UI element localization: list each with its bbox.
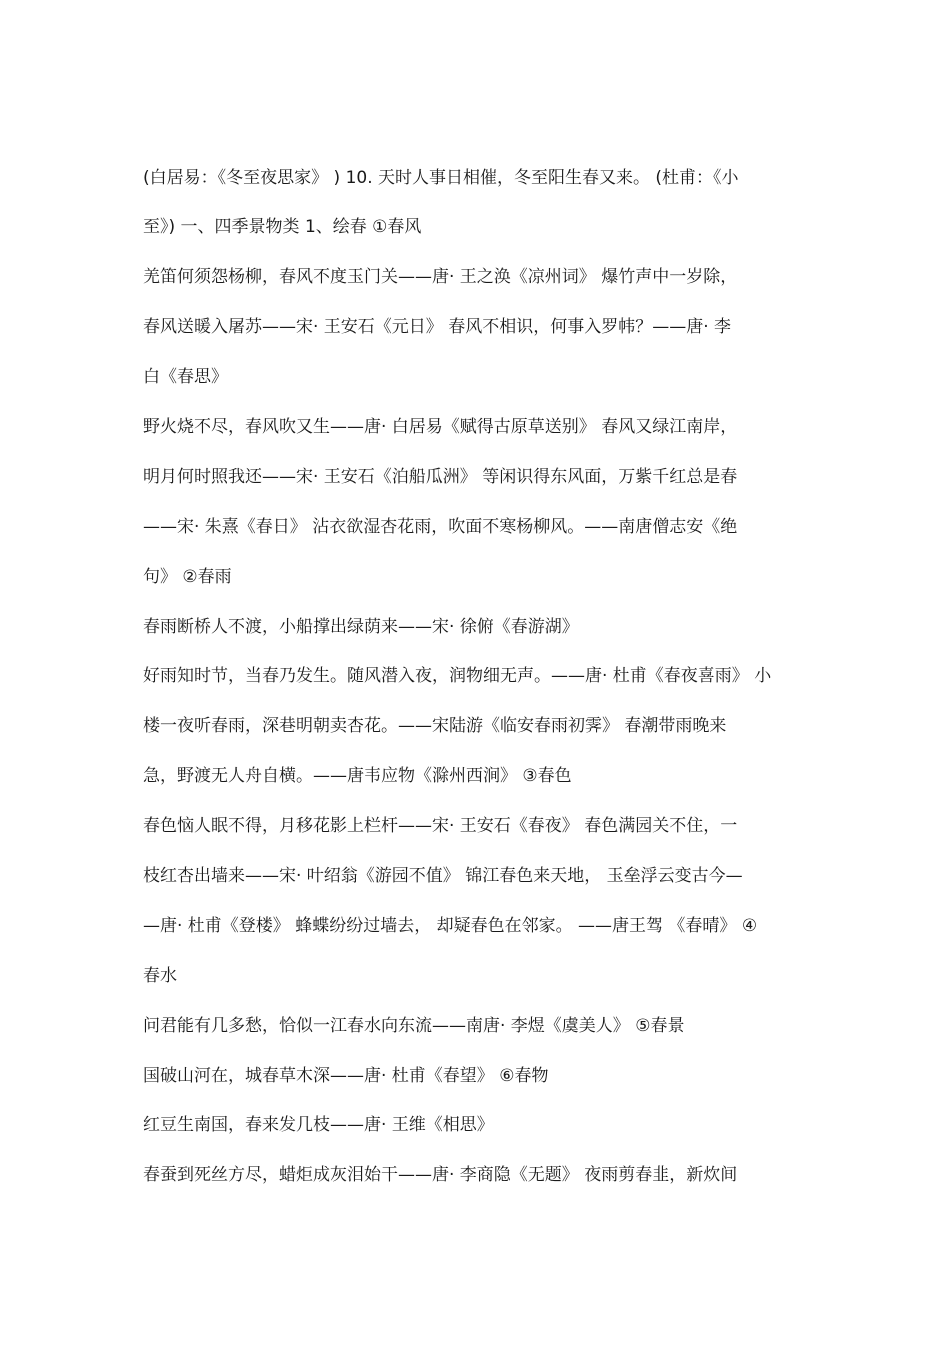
text-line-21: 春蚕到死丝方尽，蜡炬成灰泪始干——唐· 李商隐《无题》 夜雨剪春韭，新炊间 [143, 1165, 738, 1185]
text-line-20: 红豆生南国，春来发几枝——唐· 王维《相思》 [143, 1115, 494, 1135]
text-line-1: (白居易：《冬至夜思家》 ) 10. 天时人事日相催，冬至阳生春又来。 (杜甫：《小 [143, 168, 739, 188]
text-line-19: 国破山河在，城春草木深——唐· 杜甫《春望》 ⑥春物 [143, 1066, 549, 1086]
text-line-15: 枝红杏出墙来——宋· 叶绍翁《游园不值》 锦江春色来天地， 玉垒浮云变古今— [143, 866, 743, 886]
text-line-6: 野火烧不尽，春风吹又生——唐· 白居易《赋得古原草送别》 春风又绿江南岸， [143, 417, 738, 437]
text-line-9: 句》 ②春雨 [143, 567, 232, 587]
text-line-18: 问君能有几多愁，恰似一江春水向东流——南唐· 李煜《虞美人》 ⑤春景 [143, 1016, 685, 1036]
text-line-2: 至》) 一、四季景物类 1、绘春 ①春风 [143, 217, 422, 237]
text-line-3: 羌笛何须怨杨柳，春风不度玉门关——唐· 王之涣《凉州词》 爆竹声中一岁除， [143, 267, 738, 287]
text-line-11: 好雨知时节，当春乃发生。随风潜入夜，润物细无声。——唐· 杜甫《春夜喜雨》 小 [143, 666, 772, 686]
text-line-4: 春风送暖入屠苏——宋· 王安石《元日》 春风不相识，何事入罗帏？——唐· 李 [143, 317, 732, 337]
text-line-12: 楼一夜听春雨，深巷明朝卖杏花。——宋陆游《临安春雨初霁》 春潮带雨晚来 [143, 716, 727, 736]
text-line-16: —唐· 杜甫《登楼》 蜂蝶纷纷过墙去， 却疑春色在邻家。 ——唐王驾 《春晴》 ④ [143, 916, 758, 936]
text-line-13: 急，野渡无人舟自横。——唐韦应物《滁州西涧》 ③春色 [143, 766, 572, 786]
text-line-10: 春雨断桥人不渡，小船撑出绿荫来——宋· 徐俯《春游湖》 [143, 617, 579, 637]
text-line-5: 白《春思》 [143, 367, 228, 387]
text-line-8: ——宋· 朱熹《春日》 沾衣欲湿杏花雨，吹面不寒杨柳风。——南唐僧志安《绝 [143, 517, 738, 537]
text-line-7: 明月何时照我还——宋· 王安石《泊船瓜洲》 等闲识得东风面，万紫千红总是春 [143, 467, 738, 487]
text-line-17: 春水 [143, 966, 177, 986]
text-line-14: 春色恼人眠不得，月移花影上栏杆——宋· 王安石《春夜》 春色满园关不住，一 [143, 816, 738, 836]
